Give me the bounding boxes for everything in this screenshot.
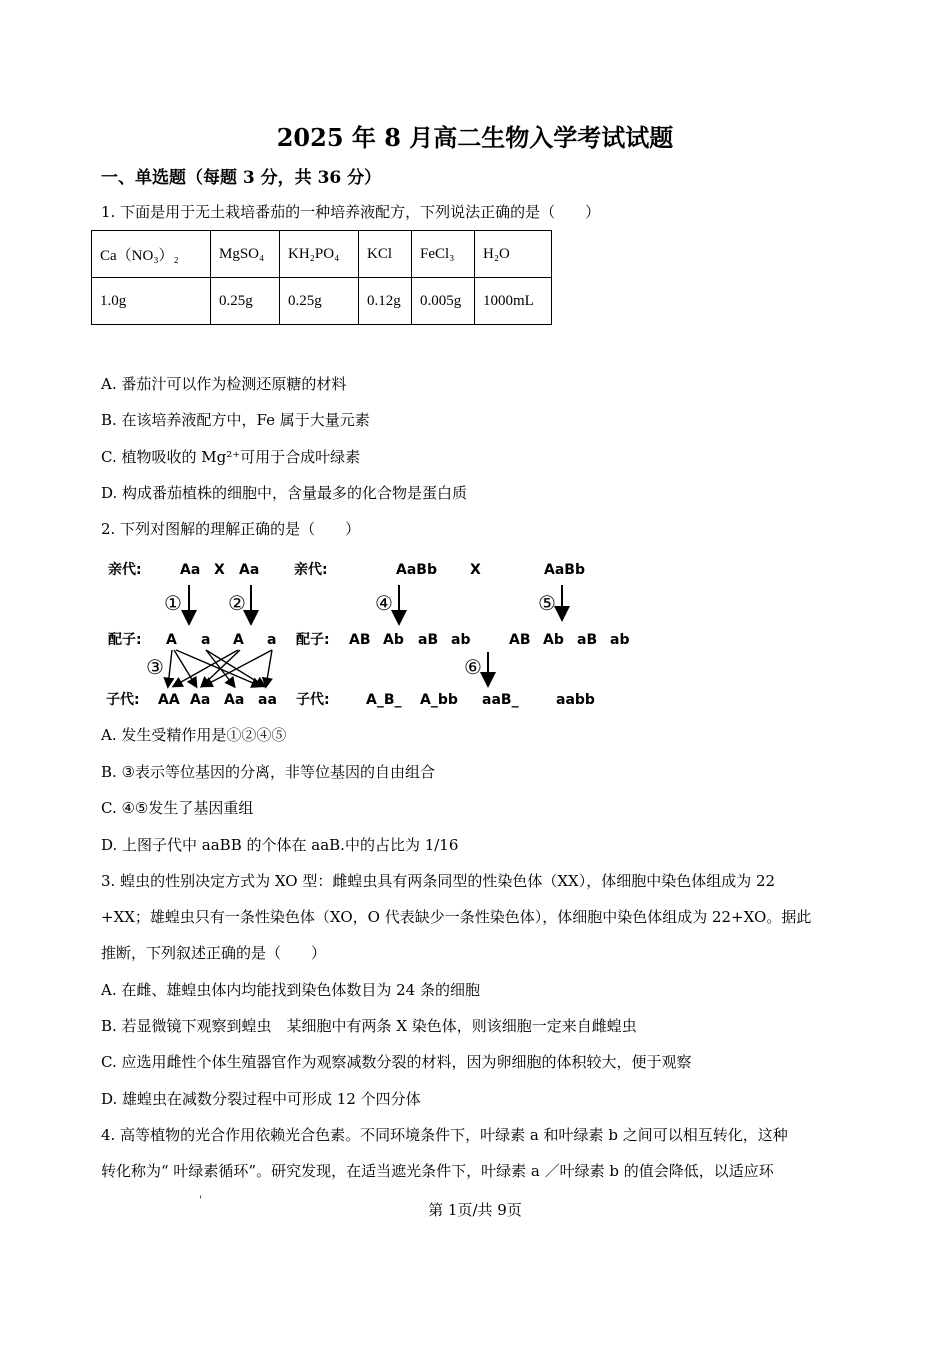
table-cell: FeCl₃ [412,231,475,278]
q1-option-d: D. 构成番茄植株的细胞中，含量最多的化合物是蛋白质 [101,484,468,502]
table-cell: KCl [359,231,412,278]
label-parent: 亲代: [108,562,142,578]
q2-option-b: B. ③表示等位基因的分离，非等位基因的自由组合 [101,763,436,781]
gamete: a [267,632,277,648]
offspring: AA [158,692,180,708]
q1-option-a: A. 番茄汁可以作为检测还原糖的材料 [101,375,347,393]
stray-mark: ' [199,1195,202,1206]
gamete: a [201,632,211,648]
gamete: aB [577,632,598,648]
q1-stem: 1. 下面是用于无土栽培番茄的一种培养液配方，下列说法正确的是（ ） [101,203,601,221]
parent-genotype: AaBb [544,562,585,578]
q2-option-d: D. 上图子代中 aaBB 的个体在 aaB.中的占比为 1/16 [101,836,459,854]
q3-stem-line-1: 3. 蝗虫的性别决定方式为 XO 型：雌蝗虫具有两条同型的性染色体（XX），体细胞中染色体组成为 22 [101,872,776,890]
offspring: A_bb [420,692,458,708]
parent-genotype: AaBb [396,562,437,578]
label-gamete: 配子: [108,632,142,648]
offspring: aabb [556,692,595,708]
q1-option-c: C. 植物吸收的 Mg²⁺可用于合成叶绿素 [101,448,361,466]
fertilization-lines [168,650,272,686]
gamete: aB [418,632,439,648]
table-cell: 1.0g [92,278,211,325]
q2-option-a: A. 发生受精作用是①②④⑤ [101,726,287,744]
q3-option-d: D. 雄蝗虫在减数分裂过程中可形成 12 个四分体 [101,1090,421,1108]
q2-option-c: C. ④⑤发生了基因重组 [101,799,254,817]
table-cell: KH₂PO₄ [280,231,359,278]
marker-3: ③ [146,655,164,679]
q3-stem-line-3: 推断，下列叙述正确的是（ ） [101,944,327,962]
q2-stem: 2. 下列对图解的理解正确的是（ ） [101,520,361,538]
gamete: Ab [543,632,564,648]
table-cell: 0.005g [412,278,475,325]
parent-genotype: Aa [239,562,260,578]
offspring: A_B_ [366,692,402,708]
offspring: aa [258,692,277,708]
label-offspring: 子代: [106,692,140,708]
label-offspring-2: 子代: [296,692,330,708]
section-heading: 一、单选题（每题 3 分，共 36 分） [101,168,382,188]
marker-4: ④ [375,591,393,615]
gamete: ab [451,632,471,648]
genetic-cross-diagram [100,552,660,712]
offspring: Aa [190,692,211,708]
label-gamete-2: 配子: [296,632,330,648]
q3-option-b: B. 若显微镜下观察到蝗虫 某细胞中有两条 X 染色体，则该细胞一定来自雌蝗虫 [101,1017,637,1035]
q3-option-a: A. 在雌、雄蝗虫体内均能找到染色体数目为 24 条的细胞 [101,981,480,999]
gamete: ab [610,632,630,648]
cross-symbol: X [470,562,481,578]
table-cell: Ca（NO₃）₂ [92,231,211,278]
q3-option-c: C. 应选用雌性个体生殖器官作为观察减数分裂的材料，因为卵细胞的体积较大，便于观察 [101,1053,692,1071]
table-cell: MgSO₄ [211,231,280,278]
marker-5: ⑤ [538,591,556,615]
nutrient-table [91,230,552,325]
q3-stem-line-2: +XX；雄蝗虫只有一条性染色体（XO，O 代表缺少一条性染色体），体细胞中染色体组成为 22+XO。据此 [101,908,812,926]
gamete: Ab [383,632,404,648]
cross-symbol: X [214,562,225,578]
offspring: Aa [224,692,245,708]
page-title: 2025 年 8 月高二生物入学考试试题 [276,123,674,152]
parent-genotype: Aa [180,562,201,578]
table-cell: H₂O [475,231,552,278]
table-header-row [92,231,552,278]
marker-1: ① [164,591,182,615]
q1-option-b: B. 在该培养液配方中，Fe 属于大量元素 [101,411,370,429]
gamete: A [166,632,177,648]
table-cell: 0.12g [359,278,412,325]
table-cell: 0.25g [211,278,280,325]
table-row [92,278,552,325]
page-footer: 第 1页/共 9页 [428,1201,522,1219]
table-cell: 0.25g [280,278,359,325]
offspring: aaB_ [482,692,519,708]
gamete: AB [349,632,371,648]
label-parent-2: 亲代: [294,562,328,578]
q4-stem-line-1: 4. 高等植物的光合作用依赖光合色素。不同环境条件下，叶绿素 a 和叶绿素 b 之间可以相互转化，这种 [101,1126,788,1144]
q4-stem-line-2: 转化称为“ 叶绿素循环”。研究发现，在适当遮光条件下，叶绿素 a ／叶绿素 b 的值会降低，以适应环 [101,1162,774,1180]
marker-2: ② [228,591,246,615]
gamete: A [233,632,244,648]
gamete: AB [509,632,531,648]
table-cell: 1000mL [475,278,552,325]
marker-6: ⑥ [464,655,482,679]
